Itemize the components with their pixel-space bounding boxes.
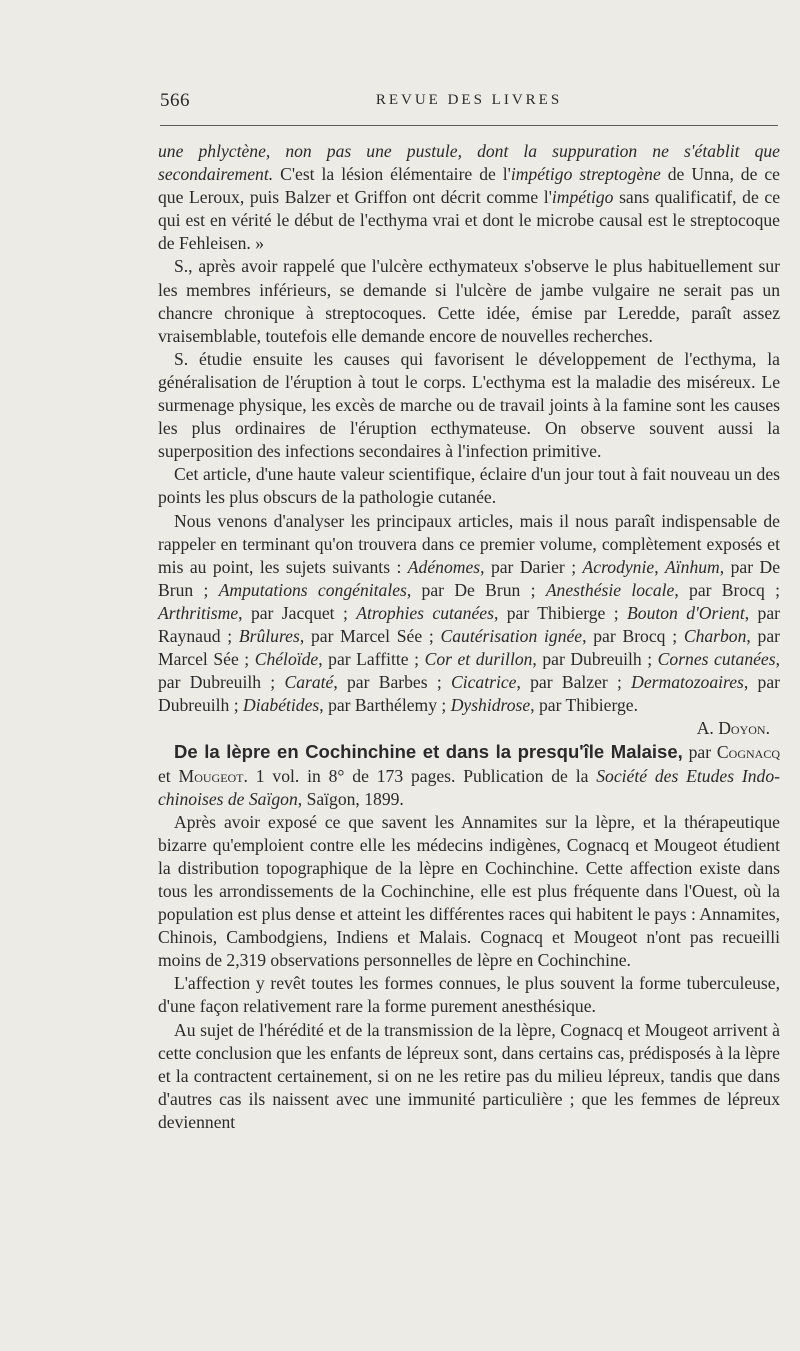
text: par: [682, 742, 717, 763]
italic-text: une phlyctène, non pas une pustule, dont la suppuration ne s'établit que secondairement.: [158, 141, 780, 185]
text: , par Dubreuilh ;: [158, 672, 781, 716]
text: , par De Brun ;: [406, 579, 546, 600]
paragraph: Cet article, d'une haute valeur scientifique, éclaire d'un jour tout à fait nouveau un des points les plus obscurs de la pathologie cutanée.: [158, 464, 780, 508]
text: , par Balzer ;: [516, 672, 632, 693]
paragraph: S. étudie ensuite les causes qui favorisent le développement de l'ecthyma, la généralisation de l'éruption à tout le corps. L'ecthyma est la maladie des miséreux. Le surmenage physique, les excès de marche ou de travail joints à la famine sont les causes les plus ordinaires de l'éruption ecthymateuse. On observe souvent aussi la superposition des infections secondaires à l'infection primitive.: [158, 348, 780, 462]
text: , par Dubreuilh ;: [158, 649, 780, 693]
author-signature: A. Doyon.: [696, 718, 770, 739]
article-title: De la lèpre en Cochinchine et dans la presqu'île Malaise,: [174, 741, 683, 763]
text: , par Thibierge ;: [493, 602, 628, 623]
italic-text: Adénomes: [407, 556, 481, 577]
text: , par Barthélemy ;: [319, 695, 451, 716]
italic-text: Brûlures: [238, 625, 300, 646]
text: , Saïgon, 1899.: [297, 788, 404, 809]
italic-text: Bouton d'Orient: [627, 602, 745, 623]
text: et: [158, 765, 179, 786]
italic-text: Chéloïde: [254, 649, 319, 670]
text: sans qualificatif, de ce qui est en vérité le début de l'ecthyma vrai et dont le microbe causal est le streptocoque de Fehleisen. »: [158, 187, 780, 254]
text: , par Dubreuilh ;: [532, 649, 658, 670]
running-title: REVUE DES LIVRES: [375, 92, 563, 108]
text: , par Brocq ;: [674, 579, 780, 600]
italic-text: Amputations congénitales: [218, 579, 407, 600]
italic-text: Arthritisme: [158, 602, 239, 623]
italic-text: Acrodynie: [582, 556, 655, 577]
italic-text: Diabétides: [243, 695, 320, 716]
text: , par Marcel Sée ;: [158, 625, 781, 670]
text: , par Thibierge.: [530, 695, 639, 716]
italic-text: impétigo: [551, 187, 614, 208]
paragraph: L'affection y revêt toutes les formes connues, le plus souvent la forme tuberculeuse, d'une façon relativement rare la forme purement anesthésique.: [158, 973, 780, 1017]
italic-text: impétigo streptogène: [510, 164, 661, 185]
text: , par Jacquet ;: [238, 602, 357, 623]
text: , par Brocq ;: [582, 625, 684, 646]
italic-text: Cautérisation ignée: [440, 625, 583, 646]
text: , par De Brun ;: [158, 556, 781, 600]
header-rule: [160, 125, 778, 126]
text: , par Darier ;: [480, 556, 583, 577]
page-header: [160, 90, 778, 114]
italic-text: Anesthésie locale: [545, 579, 675, 600]
italic-text: Aïnhum: [665, 556, 720, 577]
text: , par Barbes ;: [333, 672, 451, 693]
italic-text: Charbon: [683, 625, 747, 646]
italic-text: Dermatozoaires: [631, 672, 744, 693]
text: , par Marcel Sée ;: [299, 625, 441, 646]
text: Nous venons d'analyser les principaux articles, mais il nous paraît indispensable de rappeler en terminant qu'on trouvera dans ce premier volume, complètement exposés et mis au point, les sujets suivants :: [158, 510, 780, 577]
paragraph: Au sujet de l'hérédité et de la transmission de la lèpre, Cognacq et Mougeot arrivent à cette conclusion que les enfants de lépreux sont, dans certains cas, prédisposés à la lèpre et la contractent certainement, si on ne les retire pas du milieu lépreux, tandis que dans d'autres cas ils naissent avec une immunité particulière ; que les femmes de lépreux deviennent: [158, 1019, 780, 1132]
italic-text: Cornes cutanées: [657, 649, 776, 670]
article-heading: [158, 740, 780, 810]
text: ,: [654, 556, 666, 577]
italic-text: Cicatrice: [450, 672, 517, 693]
italic-text: Cor et durillon: [424, 649, 533, 670]
text: C'est la lésion élémentaire de l': [273, 164, 511, 185]
italic-text: Atrophies cutanées: [356, 602, 494, 623]
text: , par Laffitte ;: [318, 649, 425, 670]
author-name: Cognacq: [716, 742, 780, 763]
text: de Unna, de ce que Leroux, puis Balzer et Griffon ont décrit comme l': [158, 164, 780, 208]
italic-text: Société des Etudes Indo-chinoises de Saïgon: [158, 765, 780, 809]
author-name: Mougeot.: [178, 765, 248, 786]
italic-text: Dyshidrose: [450, 695, 531, 716]
paragraph: [158, 140, 780, 255]
paragraph: Après avoir exposé ce que savent les Annamites sur la lèpre, et la thérapeutique bizarre qu'emploient contre elle les médecins indigènes, Cognacq et Mougeot étudient la distribution topographique de la lèpre en Cochinchine. Cette affection existe dans tous les arrondissements de la Cochinchine, elle est plus fréquente dans l'Ouest, où la population est plus dense et atteint les différentes races qui habitent le pays : Annamites, Chinois, Cambodgiens, Indiens et Malais. Cognacq et Mougeot n'ont pas recueilli moins de 2,319 observations personnelles de lèpre en Cochinchine.: [158, 811, 780, 971]
paragraph-subject-list: [158, 510, 780, 718]
text: 1 vol. in 8° de 173 pages. Publication de la: [247, 765, 597, 786]
page-number: 566: [160, 90, 190, 111]
page-body: [158, 140, 780, 1134]
paragraph: S., après avoir rappelé que l'ulcère ecthymateux s'observe le plus habituellement sur les membres inférieurs, se demande si l'ulcère de jambe vulgaire ne serait pas un chancre chronique à streptocoques. Cette idée, émise par Leredde, paraît assez vraisemblable, toutefois elle demande encore de nouvelles recherches.: [158, 256, 780, 346]
italic-text: Caraté: [284, 672, 334, 693]
text: , par Raynaud ;: [158, 602, 781, 646]
